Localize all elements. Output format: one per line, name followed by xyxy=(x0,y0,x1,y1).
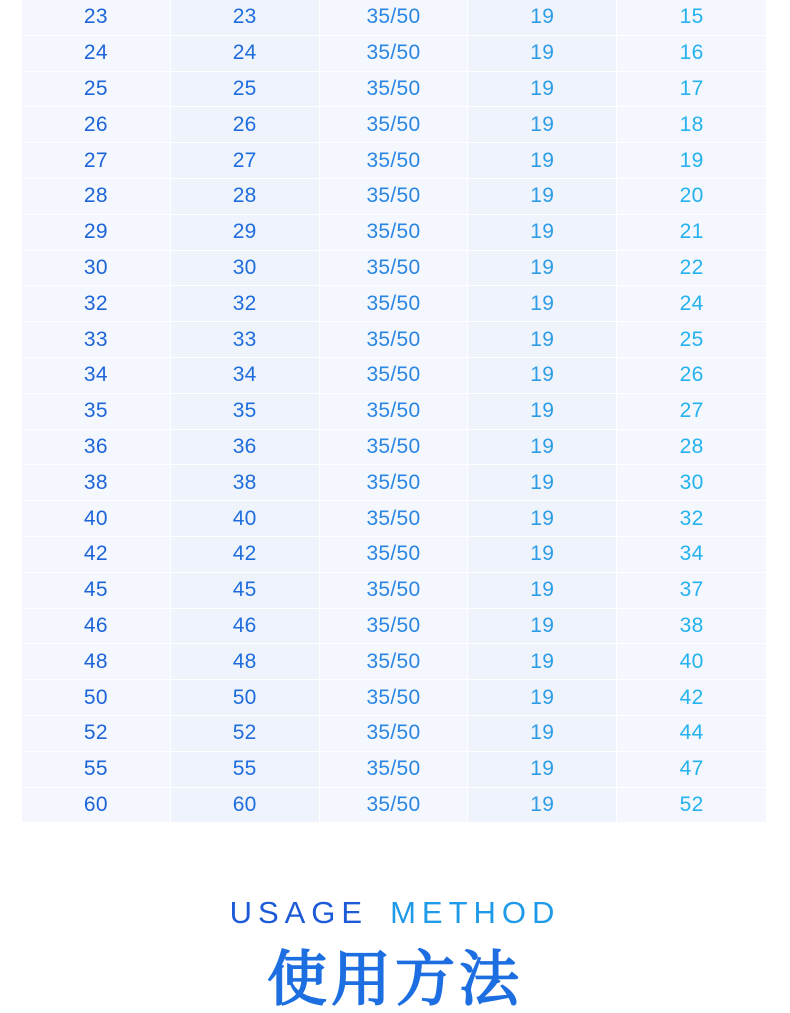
table-cell: 38 xyxy=(22,465,171,501)
table-cell: 27 xyxy=(22,143,171,179)
table-cell: 19 xyxy=(468,573,617,609)
table-cell: 45 xyxy=(22,573,171,609)
section-title-cn: 使用方法 xyxy=(267,946,523,1013)
table-cell: 23 xyxy=(171,0,320,36)
table-cell: 34 xyxy=(22,358,171,394)
table-cell: 25 xyxy=(617,322,766,358)
table-cell: 42 xyxy=(617,680,766,716)
table-cell: 42 xyxy=(171,537,320,573)
table-cell: 55 xyxy=(22,752,171,788)
table-cell: 36 xyxy=(22,430,171,466)
table-cell: 16 xyxy=(617,36,766,72)
table-cell: 33 xyxy=(22,322,171,358)
table-cell: 24 xyxy=(171,36,320,72)
table-cell: 19 xyxy=(468,644,617,680)
table-cell: 35/50 xyxy=(320,752,469,788)
table-cell: 19 xyxy=(468,107,617,143)
title-en-word-2: METHOD xyxy=(390,895,561,930)
table-cell: 40 xyxy=(171,501,320,537)
table-row xyxy=(22,72,766,108)
table-cell: 38 xyxy=(617,609,766,645)
table-cell: 34 xyxy=(171,358,320,394)
table-cell: 22 xyxy=(617,251,766,287)
table-cell: 35/50 xyxy=(320,716,469,752)
table-cell: 35/50 xyxy=(320,573,469,609)
table-cell: 34 xyxy=(617,537,766,573)
table-cell: 26 xyxy=(617,358,766,394)
table-cell: 35/50 xyxy=(320,143,469,179)
table-cell: 52 xyxy=(22,716,171,752)
table-cell: 30 xyxy=(171,251,320,287)
table-row xyxy=(22,0,766,36)
table-cell: 18 xyxy=(617,107,766,143)
table-cell: 29 xyxy=(22,215,171,251)
table-row xyxy=(22,430,766,466)
table-cell: 17 xyxy=(617,72,766,108)
title-en-word-1: USAGE xyxy=(229,895,369,930)
table-cell: 27 xyxy=(617,394,766,430)
table-row xyxy=(22,107,766,143)
table-cell: 25 xyxy=(22,72,171,108)
table-cell: 52 xyxy=(617,788,766,824)
table-cell: 35/50 xyxy=(320,465,469,501)
table-cell: 60 xyxy=(171,788,320,824)
table-cell: 35/50 xyxy=(320,36,469,72)
table-cell: 50 xyxy=(22,680,171,716)
table-row xyxy=(22,322,766,358)
table-cell: 21 xyxy=(617,215,766,251)
table-cell: 35/50 xyxy=(320,179,469,215)
table-cell: 47 xyxy=(617,752,766,788)
table-cell: 52 xyxy=(171,716,320,752)
table-cell: 30 xyxy=(617,465,766,501)
table-cell: 36 xyxy=(171,430,320,466)
table-row xyxy=(22,215,766,251)
table-cell: 19 xyxy=(468,179,617,215)
table-row xyxy=(22,465,766,501)
table-cell: 19 xyxy=(468,215,617,251)
table-row xyxy=(22,609,766,645)
table-row xyxy=(22,179,766,215)
table-cell: 27 xyxy=(171,143,320,179)
table-row xyxy=(22,501,766,537)
table-cell: 15 xyxy=(617,0,766,36)
table-cell: 26 xyxy=(171,107,320,143)
table-cell: 19 xyxy=(468,501,617,537)
table-cell: 35/50 xyxy=(320,251,469,287)
table-cell: 19 xyxy=(468,286,617,322)
table-cell: 23 xyxy=(22,0,171,36)
table-cell: 38 xyxy=(171,465,320,501)
table-cell: 19 xyxy=(468,143,617,179)
table-cell: 19 xyxy=(468,788,617,824)
table-row xyxy=(22,644,766,680)
table-cell: 48 xyxy=(22,644,171,680)
table-cell: 28 xyxy=(617,430,766,466)
table-cell: 35/50 xyxy=(320,286,469,322)
table-cell: 26 xyxy=(22,107,171,143)
table-cell: 35/50 xyxy=(320,430,469,466)
section-heading xyxy=(0,895,790,931)
table-cell: 35/50 xyxy=(320,72,469,108)
table-cell: 48 xyxy=(171,644,320,680)
table-cell: 29 xyxy=(171,215,320,251)
table-row xyxy=(22,716,766,752)
table-cell: 35/50 xyxy=(320,788,469,824)
table-cell: 35 xyxy=(22,394,171,430)
table-cell: 19 xyxy=(468,251,617,287)
table-cell: 35/50 xyxy=(320,322,469,358)
table-cell: 35/50 xyxy=(320,537,469,573)
spec-table xyxy=(22,0,766,823)
section-title-en xyxy=(230,895,561,931)
table-cell: 35 xyxy=(171,394,320,430)
table-row xyxy=(22,358,766,394)
table-row xyxy=(22,286,766,322)
table-cell: 35/50 xyxy=(320,680,469,716)
table-cell: 19 xyxy=(468,322,617,358)
table-cell: 25 xyxy=(171,72,320,108)
table-cell: 19 xyxy=(468,716,617,752)
table-row xyxy=(22,143,766,179)
table-cell: 32 xyxy=(171,286,320,322)
table-row xyxy=(22,251,766,287)
table-row xyxy=(22,788,766,824)
table-cell: 20 xyxy=(617,179,766,215)
table-cell: 35/50 xyxy=(320,644,469,680)
table-row xyxy=(22,752,766,788)
table-cell: 50 xyxy=(171,680,320,716)
table-cell: 19 xyxy=(468,0,617,36)
table-row xyxy=(22,537,766,573)
table-cell: 35/50 xyxy=(320,609,469,645)
table-cell: 42 xyxy=(22,537,171,573)
table-cell: 35/50 xyxy=(320,215,469,251)
table-cell: 55 xyxy=(171,752,320,788)
table-cell: 28 xyxy=(22,179,171,215)
table-cell: 19 xyxy=(468,430,617,466)
table-cell: 19 xyxy=(468,609,617,645)
table-cell: 46 xyxy=(171,609,320,645)
table-row xyxy=(22,680,766,716)
table-row xyxy=(22,36,766,72)
table-cell: 45 xyxy=(171,573,320,609)
table-cell: 19 xyxy=(468,394,617,430)
table-cell: 35/50 xyxy=(320,107,469,143)
table-cell: 19 xyxy=(468,358,617,394)
table-cell: 40 xyxy=(22,501,171,537)
table-cell: 30 xyxy=(22,251,171,287)
table-cell: 19 xyxy=(468,537,617,573)
table-cell: 32 xyxy=(22,286,171,322)
table-cell: 40 xyxy=(617,644,766,680)
table-cell: 24 xyxy=(617,286,766,322)
table-cell: 35/50 xyxy=(320,501,469,537)
table-cell: 19 xyxy=(468,36,617,72)
table-cell: 19 xyxy=(468,680,617,716)
table-cell: 32 xyxy=(617,501,766,537)
table-cell: 19 xyxy=(468,465,617,501)
table-row xyxy=(22,394,766,430)
table-cell: 37 xyxy=(617,573,766,609)
table-cell: 46 xyxy=(22,609,171,645)
table-row xyxy=(22,573,766,609)
table-cell: 19 xyxy=(468,752,617,788)
table-cell: 24 xyxy=(22,36,171,72)
table-cell: 28 xyxy=(171,179,320,215)
table-cell: 35/50 xyxy=(320,0,469,36)
table-cell: 33 xyxy=(171,322,320,358)
table-cell: 35/50 xyxy=(320,394,469,430)
table-cell: 44 xyxy=(617,716,766,752)
table-cell: 19 xyxy=(617,143,766,179)
table-cell: 35/50 xyxy=(320,358,469,394)
table-cell: 60 xyxy=(22,788,171,824)
table-cell: 19 xyxy=(468,72,617,108)
